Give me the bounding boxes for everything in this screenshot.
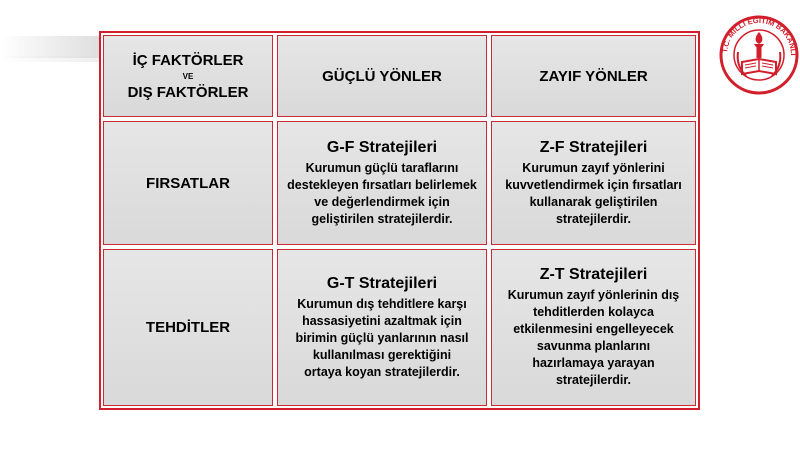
row-label-opportunities: FIRSATLAR bbox=[103, 121, 273, 245]
corner-line-external: DIŞ FAKTÖRLER bbox=[127, 83, 249, 101]
col-header-weaknesses: ZAYIF YÖNLER bbox=[491, 35, 696, 117]
strategy-description: Kurumun dış tehditlere karşı hassasiyetini azaltmak için birimin güçlü yanlarının nasıl kullanılması gerektiğini ortaya koyan stratejilerdir. bbox=[295, 296, 469, 379]
strategy-title: G-T Stratejileri bbox=[326, 274, 438, 292]
decorative-band-shadow bbox=[0, 56, 110, 62]
strategy-cell-gf bbox=[277, 121, 487, 245]
strategy-description: Kurumun zayıf yönlerinin dış tehditlerden kolayca etkilenmesini engelleyecek savunma planlarını hazırlamaya yarayan stratejilerdir. bbox=[507, 288, 680, 387]
matrix-corner-cell bbox=[103, 35, 273, 117]
corner-line-internal: İÇ FAKTÖRLER bbox=[132, 51, 244, 69]
strategy-title: Z-T Stratejileri bbox=[539, 266, 648, 283]
col-header-strengths: GÜÇLÜ YÖNLER bbox=[277, 35, 487, 117]
decorative-band bbox=[0, 36, 110, 58]
logo-arc-text: T.C. MİLLİ EĞİTİM BAKANLI bbox=[720, 15, 799, 56]
strategy-title: Z-F Stratejileri bbox=[539, 138, 648, 156]
strategy-cell-zf bbox=[491, 121, 696, 245]
row-label-threats: TEHDİTLER bbox=[103, 249, 273, 406]
strategy-description: Kurumun zayıf yönlerini kuvvetlendirmek için fırsatları kullanarak geliştirilen stratejilerdir. bbox=[505, 160, 682, 226]
strategy-title: G-F Stratejileri bbox=[326, 138, 438, 156]
swot-matrix bbox=[99, 31, 700, 410]
strategy-description: Kurumun güçlü taraflarını destekleyen fırsatları belirlemek ve değerlendirmek için geliştirilen stratejilerdir. bbox=[287, 160, 477, 226]
corner-line-and: VE bbox=[182, 71, 194, 81]
strategy-cell-gt bbox=[277, 249, 487, 406]
meb-emblem-icon bbox=[718, 14, 800, 96]
strategy-cell-zt bbox=[491, 249, 696, 406]
